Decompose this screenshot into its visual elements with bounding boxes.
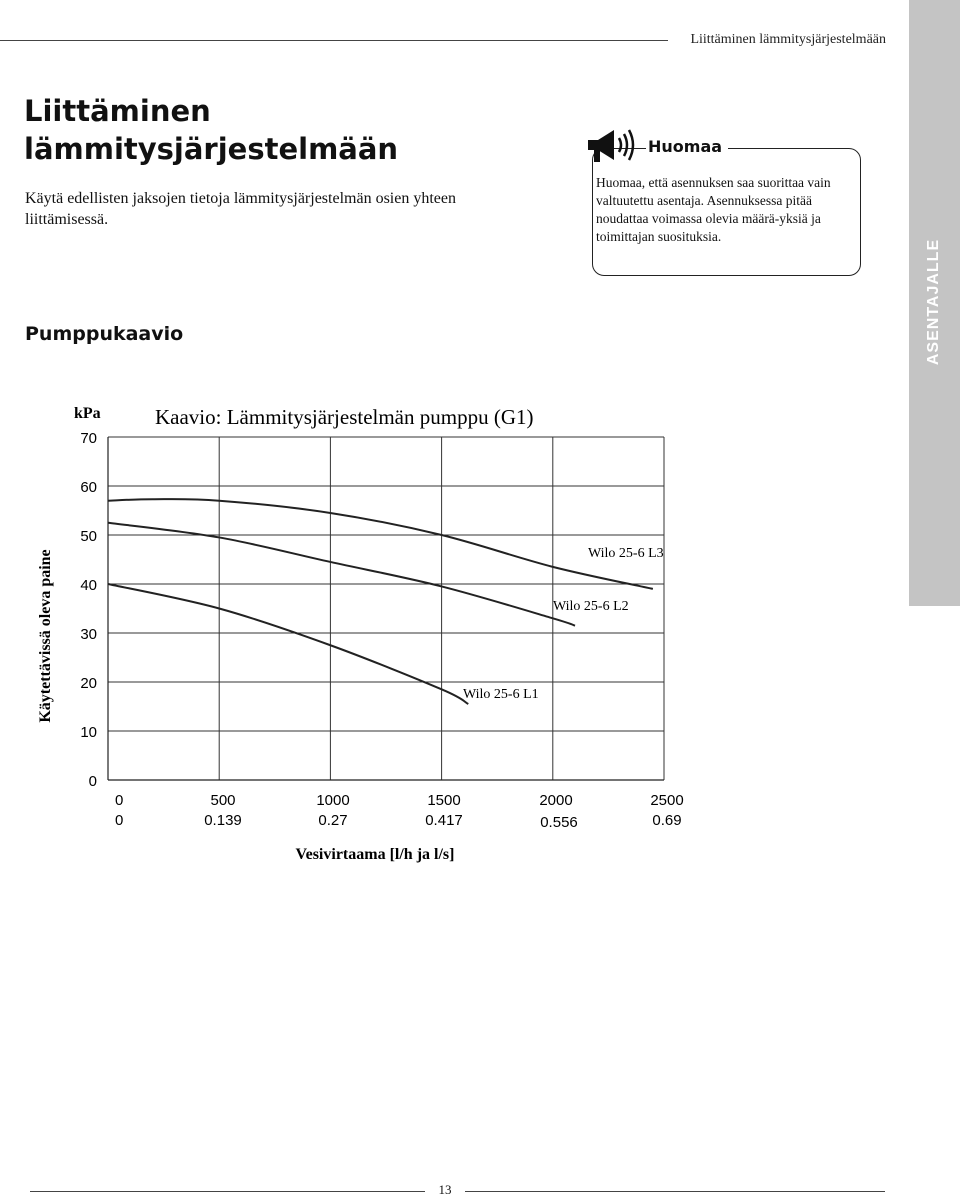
series-line-3	[108, 584, 468, 704]
x-tick-label-ls: 0	[115, 812, 124, 829]
note-heading: Huomaa	[646, 137, 728, 156]
x-tick-label-lh: 2500	[650, 792, 684, 809]
x-tick-label-ls: 0.69	[652, 812, 682, 829]
series-line-2	[108, 523, 575, 626]
header-rule	[0, 40, 668, 41]
y-tick-label: 20	[80, 675, 97, 692]
chart-title: Kaavio: Lämmitysjärjestelmän pumppu (G1)	[155, 405, 534, 429]
y-tick-label: 10	[80, 724, 97, 741]
y-tick-label: 30	[80, 626, 97, 643]
series-label: Wilo 25-6 L2	[553, 599, 629, 614]
note-text: Huomaa, että asennuksen saa suorittaa vain valtuutettu asentaja. Asennuksessa pitää noudattaa voimassa olevia määrä-yksiä ja toimittajan suosituksia.	[596, 175, 831, 244]
x-tick-label-ls: 0.27	[318, 812, 348, 829]
y-tick-label: 0	[88, 773, 97, 790]
section-title: Pumppukaavio	[25, 323, 184, 345]
running-header: Liittäminen lämmitysjärjestelmään	[690, 32, 886, 47]
megaphone-icon	[584, 126, 644, 168]
y-tick-label: 70	[80, 430, 97, 447]
x-tick-label-lh: 2000	[539, 792, 573, 809]
x-tick-label-lh: 1000	[316, 792, 350, 809]
series-label: Wilo 25-6 L3	[588, 546, 664, 561]
y-tick-label: 60	[80, 479, 97, 496]
pump-chart	[0, 380, 720, 880]
x-axis-label: Vesivirtaama [l/h ja l/s]	[295, 846, 455, 863]
x-tick-label-lh: 500	[210, 792, 236, 809]
x-tick-label-lh: 1500	[427, 792, 461, 809]
page-title: Liittäminen lämmitysjärjestelmään	[24, 94, 399, 166]
footer-rule-left	[30, 1191, 425, 1192]
x-tick-label-lh: 0	[115, 792, 124, 809]
x-tick-label-ls: 0.417	[425, 812, 463, 829]
x-tick-label-ls: 0.556	[540, 814, 578, 831]
series-label: Wilo 25-6 L1	[463, 687, 539, 702]
y-axis-label: Käytettävissä oleva paine	[37, 549, 54, 723]
page-number: 13	[438, 1182, 452, 1197]
side-tab-label: ASENTAJALLE	[925, 238, 942, 366]
y-tick-label: 50	[80, 528, 97, 545]
x-tick-label-ls: 0.139	[204, 812, 242, 829]
footer-rule-right	[465, 1191, 885, 1192]
y-tick-label: 40	[80, 577, 97, 594]
y-unit-label: kPa	[74, 405, 101, 422]
intro-paragraph: Käytä edellisten jaksojen tietoja lämmitysjärjestelmän osien yhteen liittämisessä.	[25, 190, 456, 228]
series-line-1	[108, 499, 653, 589]
